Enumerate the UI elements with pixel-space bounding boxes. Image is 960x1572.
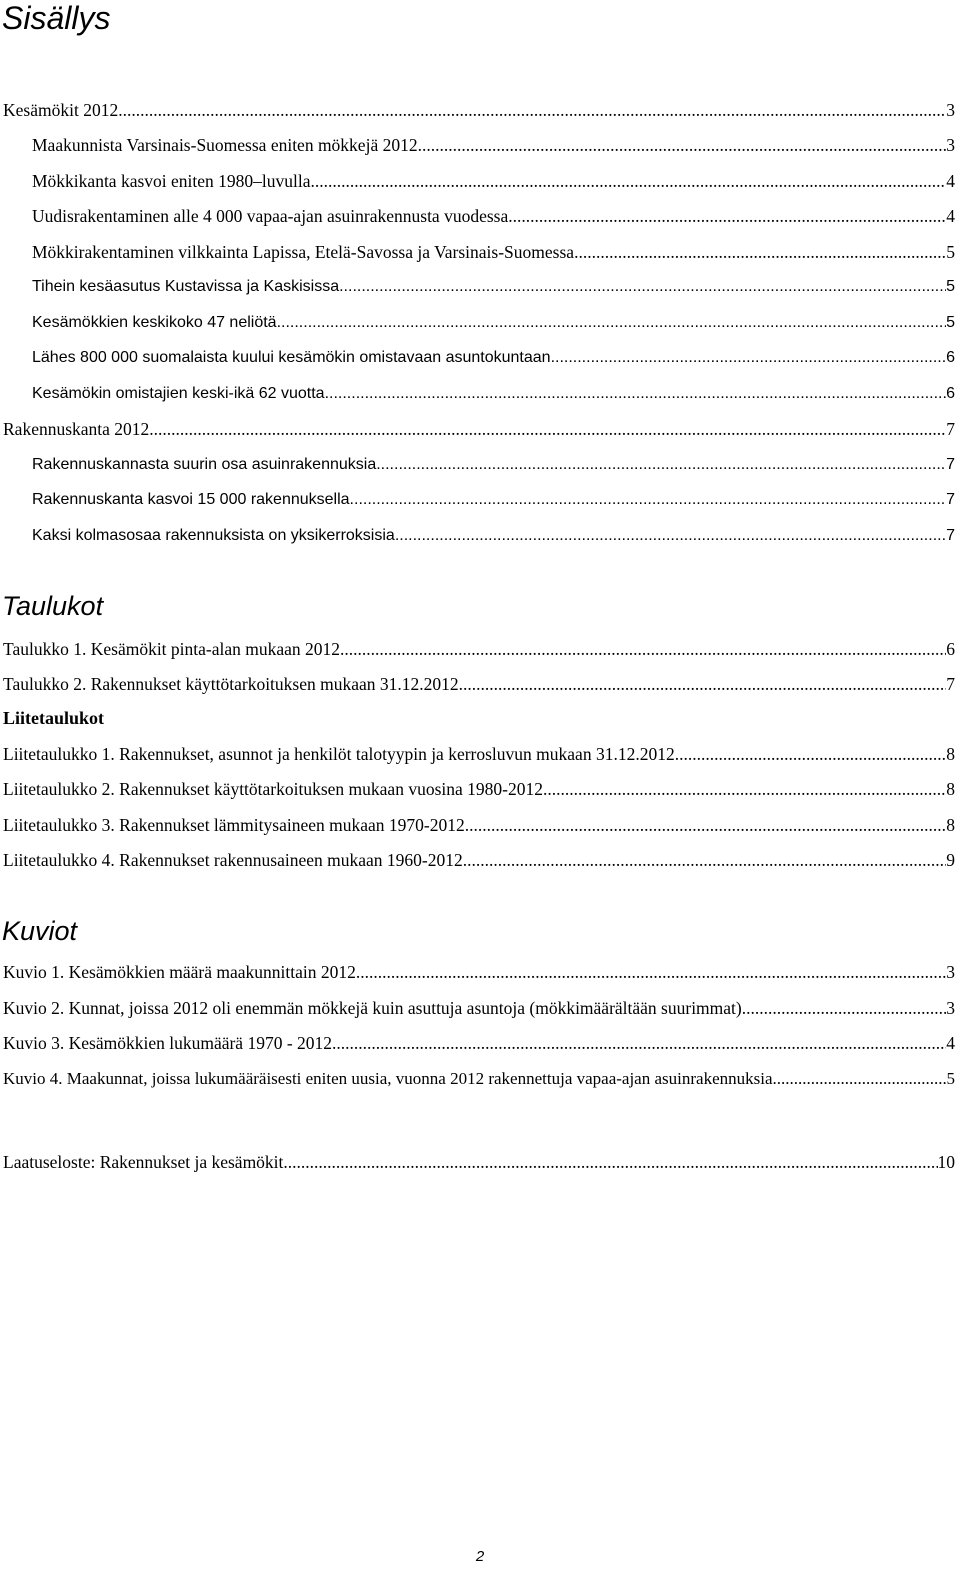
toc-entry[interactable] — [32, 312, 955, 334]
toc-entry-page: 6 — [946, 639, 955, 659]
toc-entry-page: 8 — [946, 744, 955, 764]
toc-entry-page: 6 — [946, 385, 955, 402]
dot-leader — [543, 778, 946, 800]
toc-entry-page: 5 — [946, 242, 955, 262]
dot-leader — [773, 1068, 947, 1090]
toc-entry-page: 7 — [946, 419, 955, 439]
toc-entry-page: 7 — [946, 491, 955, 508]
toc-entry-text: Kesämökkien keskikoko 47 neliötä — [32, 314, 277, 331]
dot-leader — [742, 997, 947, 1019]
dot-leader — [311, 170, 947, 192]
dot-leader — [332, 1032, 946, 1054]
appendix-heading: Liitetaulukot — [3, 708, 105, 728]
quality-description-entry[interactable] — [3, 1151, 955, 1173]
toc-entry-text: Kaksi kolmasosaa rakennuksista on yksikerroksisia — [32, 527, 395, 544]
dot-leader — [508, 205, 946, 227]
toc-entry-text: Rakennuskanta 2012 — [3, 419, 150, 439]
dot-leader — [149, 418, 946, 440]
toc-entry[interactable] — [3, 418, 955, 440]
toc-entry-text: Liitetaulukko 3. Rakennukset lämmitysaineen mukaan 1970-2012 — [3, 815, 465, 835]
dot-leader — [465, 814, 947, 836]
toc-entry-page: 4 — [946, 206, 955, 226]
toc-entry-text: Liitetaulukko 2. Rakennukset käyttötarkoituksen mukaan vuosina 1980-2012 — [3, 779, 543, 799]
toc-entry-text: Rakennuskanta kasvoi 15 000 rakennuksella — [32, 491, 350, 508]
toc-entry-page: 3 — [946, 998, 955, 1018]
toc-entry[interactable] — [32, 383, 955, 405]
toc-entry-text: Taulukko 2. Rakennukset käyttötarkoituksen mukaan 31.12.2012 — [3, 674, 459, 694]
toc-entry[interactable] — [32, 276, 955, 298]
toc-entry[interactable] — [32, 347, 955, 369]
dot-leader — [350, 489, 947, 511]
page-title: Sisällys — [2, 0, 111, 36]
toc-entry-text: Rakennuskannasta suurin osa asuinrakennuksia — [32, 456, 377, 473]
dot-leader — [675, 743, 947, 765]
toc-entry[interactable] — [32, 205, 955, 227]
toc-entry-text: Kuvio 4. Maakunnat, joissa lukumääräisesti eniten uusia, vuonna 2012 rakennettuja vapaa-ajan asuinrakennuksia — [3, 1069, 773, 1088]
toc-entry-text: Laatuseloste: Rakennukset ja kesämökit — [3, 1152, 284, 1172]
toc-entry-page: 4 — [946, 171, 955, 191]
toc-entry-page: 5 — [946, 278, 955, 295]
toc-entry-page: 5 — [946, 314, 955, 331]
toc-entry-text: Kesämökit 2012 — [3, 100, 119, 120]
toc-entry-text: Kesämökin omistajien keski-ikä 62 vuotta — [32, 385, 325, 402]
toc-entry-page: 3 — [946, 962, 955, 982]
dot-leader — [463, 849, 947, 871]
dot-leader — [340, 638, 946, 660]
toc-entry[interactable] — [3, 99, 955, 121]
figure-entry[interactable] — [3, 997, 955, 1019]
toc-entry-page: 3 — [946, 135, 955, 155]
tables-heading: Taulukot — [2, 591, 104, 621]
toc-entry[interactable] — [32, 170, 955, 192]
toc-entry-page: 7 — [946, 674, 955, 694]
toc-entry-page: 9 — [946, 850, 955, 870]
table-entry[interactable] — [3, 638, 955, 660]
toc-entry[interactable] — [32, 454, 955, 476]
toc-entry-text: Kuvio 2. Kunnat, joissa 2012 oli enemmän mökkejä kuin asuttuja asuntoja (mökkimäärältään suurimmat) — [3, 998, 742, 1018]
dot-leader — [418, 134, 947, 156]
figure-entry[interactable] — [3, 1068, 955, 1090]
toc-entry-page: 7 — [946, 527, 955, 544]
dot-leader — [376, 454, 946, 476]
appendix-entry[interactable] — [3, 849, 955, 871]
toc-entry[interactable] — [32, 134, 955, 156]
figure-entry[interactable] — [3, 961, 955, 983]
toc-entry-text: Lähes 800 000 suomalaista kuului kesämökin omistavaan asuntokuntaan — [32, 349, 551, 366]
appendix-entry[interactable] — [3, 743, 955, 765]
toc-entry-page: 8 — [946, 815, 955, 835]
toc-entry-text: Maakunnista Varsinais-Suomessa eniten mökkejä 2012 — [32, 135, 418, 155]
toc-entry-text: Kuvio 1. Kesämökkien määrä maakunnittain 2012 — [3, 962, 356, 982]
toc-entry-page: 4 — [946, 1033, 955, 1053]
toc-entry[interactable] — [32, 489, 955, 511]
toc-entry-page: 6 — [946, 349, 955, 366]
dot-leader — [356, 961, 946, 983]
table-entry[interactable] — [3, 673, 955, 695]
dot-leader — [459, 673, 947, 695]
toc-entry-text: Mökkikanta kasvoi eniten 1980–luvulla — [32, 171, 311, 191]
page-number: 2 — [475, 1548, 485, 1565]
dot-leader — [395, 525, 946, 547]
dot-leader — [574, 241, 946, 263]
dot-leader — [339, 276, 946, 298]
toc-entry-text: Liitetaulukko 1. Rakennukset, asunnot ja henkilöt talotyypin ja kerrosluvun mukaan 31.12.2012 — [3, 744, 675, 764]
toc-entry-text: Uudisrakentaminen alle 4 000 vapaa-ajan asuinrakennusta vuodessa — [32, 206, 509, 226]
toc-entry[interactable] — [32, 525, 955, 547]
toc-entry-page: 7 — [946, 456, 955, 473]
toc-entry-page: 5 — [946, 1069, 955, 1088]
dot-leader — [283, 1151, 937, 1173]
figures-heading: Kuviot — [2, 916, 78, 946]
figure-entry[interactable] — [3, 1032, 955, 1054]
toc-entry-text: Mökkirakentaminen vilkkainta Lapissa, Etelä-Savossa ja Varsinais-Suomessa — [32, 242, 575, 262]
dot-leader — [277, 312, 947, 334]
toc-entry-page: 8 — [946, 779, 955, 799]
appendix-entry[interactable] — [3, 778, 955, 800]
toc-entry-text: Tihein kesäasutus Kustavissa ja Kaskisissa — [32, 278, 340, 295]
toc-entry-text: Taulukko 1. Kesämökit pinta-alan mukaan 2012 — [3, 639, 341, 659]
toc-entry-page: 10 — [937, 1152, 955, 1172]
dot-leader — [118, 99, 946, 121]
toc-entry-text: Kuvio 3. Kesämökkien lukumäärä 1970 - 2012 — [3, 1033, 333, 1053]
toc-entry-page: 3 — [946, 100, 955, 120]
dot-leader — [325, 383, 947, 405]
appendix-entry[interactable] — [3, 814, 955, 836]
toc-entry-text: Liitetaulukko 4. Rakennukset rakennusaineen mukaan 1960-2012 — [3, 850, 463, 870]
dot-leader — [551, 347, 947, 369]
toc-entry[interactable] — [32, 241, 955, 263]
